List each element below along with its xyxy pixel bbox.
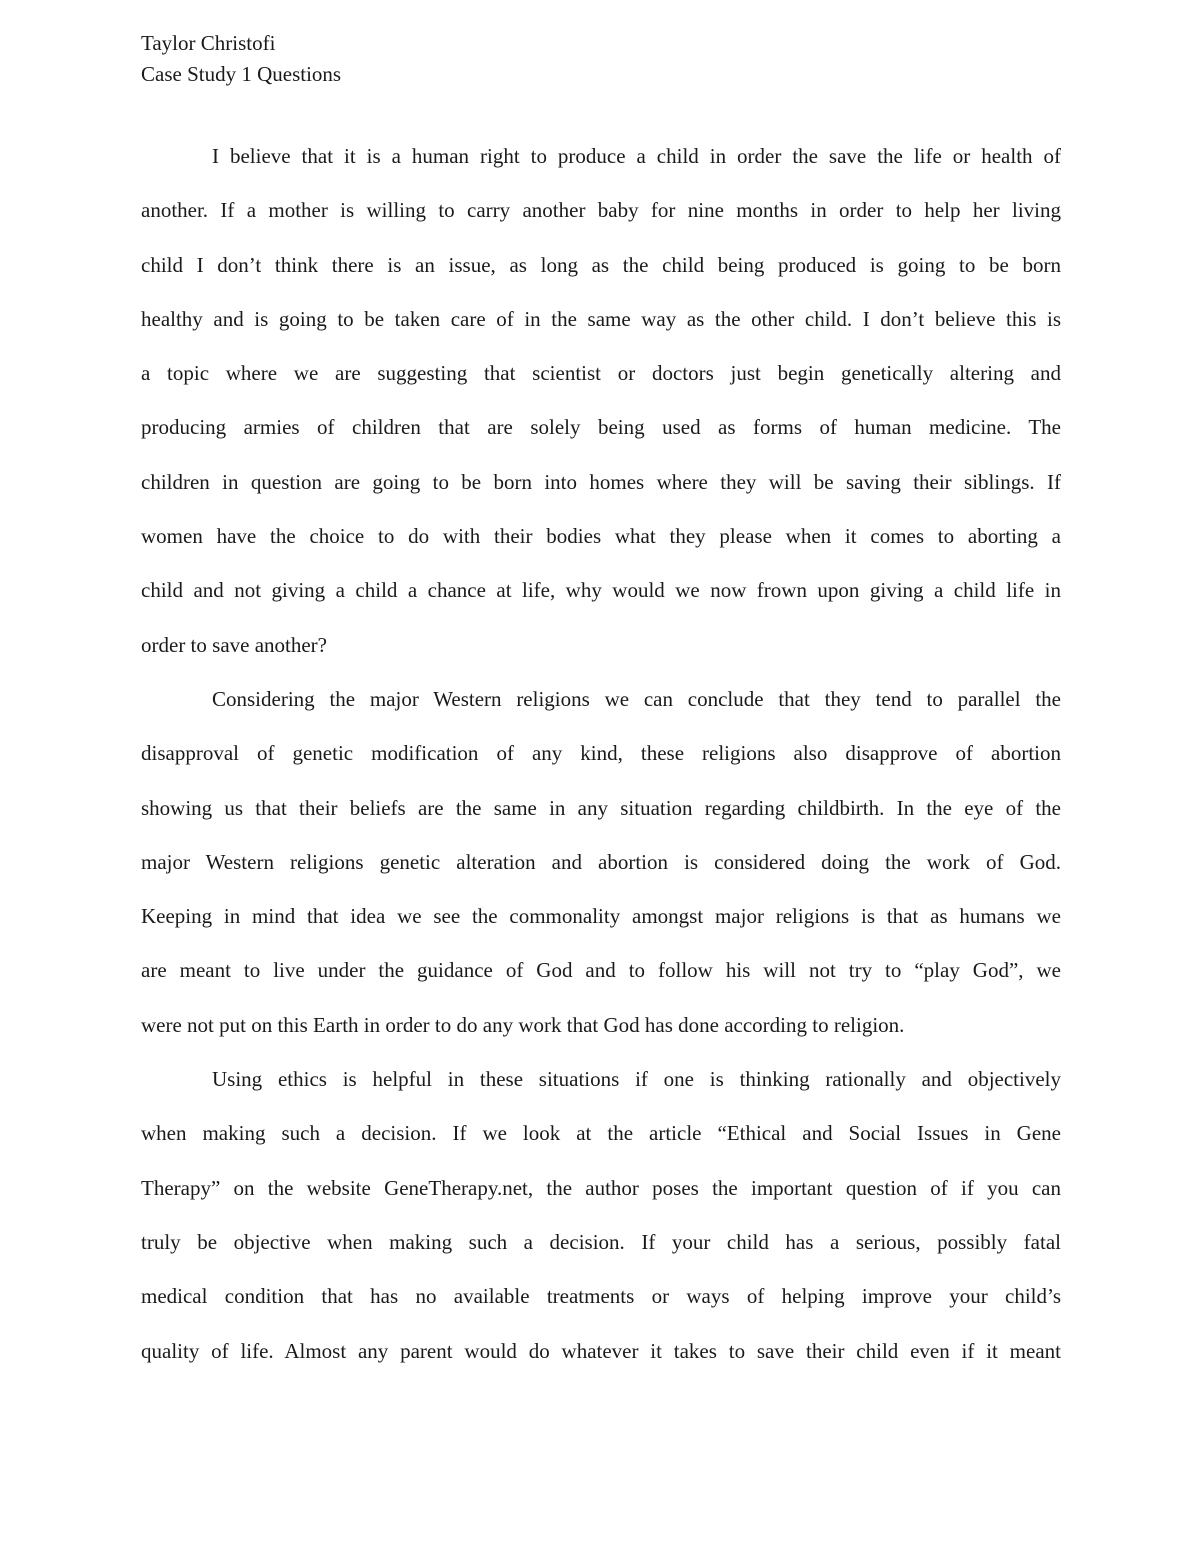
paragraph-line: healthy and is going to be taken care of in the same way as the other child. I don’t believe this is bbox=[141, 306, 1061, 331]
document-header bbox=[141, 28, 1061, 90]
paragraph-line: order to save another? bbox=[141, 632, 327, 657]
paragraph-line: Using ethics is helpful in these situations if one is thinking rationally and objectively bbox=[212, 1067, 1061, 1092]
paragraph-line: medical condition that has no available treatments or ways of helping improve your child’s bbox=[141, 1284, 1061, 1309]
paragraph-2 bbox=[141, 672, 1061, 1052]
paragraph-line: child I don’t think there is an issue, as long as the child being produced is going to be born bbox=[141, 252, 1061, 277]
paragraph-line: were not put on this Earth in order to do any work that God has done according to religion. bbox=[141, 1012, 905, 1037]
document-body bbox=[141, 129, 1061, 1378]
paragraph-line: quality of life. Almost any parent would do whatever it takes to save their child even if it meant bbox=[141, 1338, 1061, 1363]
document-title: Case Study 1 Questions bbox=[141, 62, 342, 86]
paragraph-line: showing us that their beliefs are the same in any situation regarding childbirth. In the eye of the bbox=[141, 795, 1061, 820]
paragraph-line: a topic where we are suggesting that scientist or doctors just begin genetically altering and bbox=[141, 361, 1061, 386]
author-name: Taylor Christofi bbox=[141, 31, 276, 55]
paragraph-1 bbox=[141, 129, 1061, 672]
paragraph-line: women have the choice to do with their bodies what they please when it comes to aborting a bbox=[141, 524, 1061, 549]
paragraph-line: truly be objective when making such a decision. If your child has a serious, possibly fatal bbox=[141, 1229, 1061, 1254]
paragraph-line: major Western religions genetic alteration and abortion is considered doing the work of God. bbox=[141, 849, 1061, 874]
paragraph-line: are meant to live under the guidance of God and to follow his will not try to “play God”, we bbox=[141, 958, 1061, 983]
paragraph-line: children in question are going to be born into homes where they will be saving their siblings. If bbox=[141, 469, 1061, 494]
paragraph-line: producing armies of children that are solely being used as forms of human medicine. The bbox=[141, 415, 1061, 440]
paragraph-line: Considering the major Western religions we can conclude that they tend to parallel the bbox=[212, 686, 1061, 711]
paragraph-line: Therapy” on the website GeneTherapy.net, the author poses the important question of if you can bbox=[141, 1175, 1061, 1200]
paragraph-line: when making such a decision. If we look at the article “Ethical and Social Issues in Gene bbox=[141, 1121, 1061, 1146]
paragraph-3 bbox=[141, 1052, 1061, 1378]
paragraph-line: another. If a mother is willing to carry another baby for nine months in order to help her living bbox=[141, 198, 1061, 223]
paragraph-line: child and not giving a child a chance at life, why would we now frown upon giving a child life in bbox=[141, 578, 1061, 603]
paragraph-line: disapproval of genetic modification of any kind, these religions also disapprove of abortion bbox=[141, 741, 1061, 766]
paragraph-line: I believe that it is a human right to produce a child in order the save the life or health of bbox=[212, 144, 1061, 168]
paragraph-line: Keeping in mind that idea we see the commonality amongst major religions is that as humans we bbox=[141, 904, 1061, 929]
